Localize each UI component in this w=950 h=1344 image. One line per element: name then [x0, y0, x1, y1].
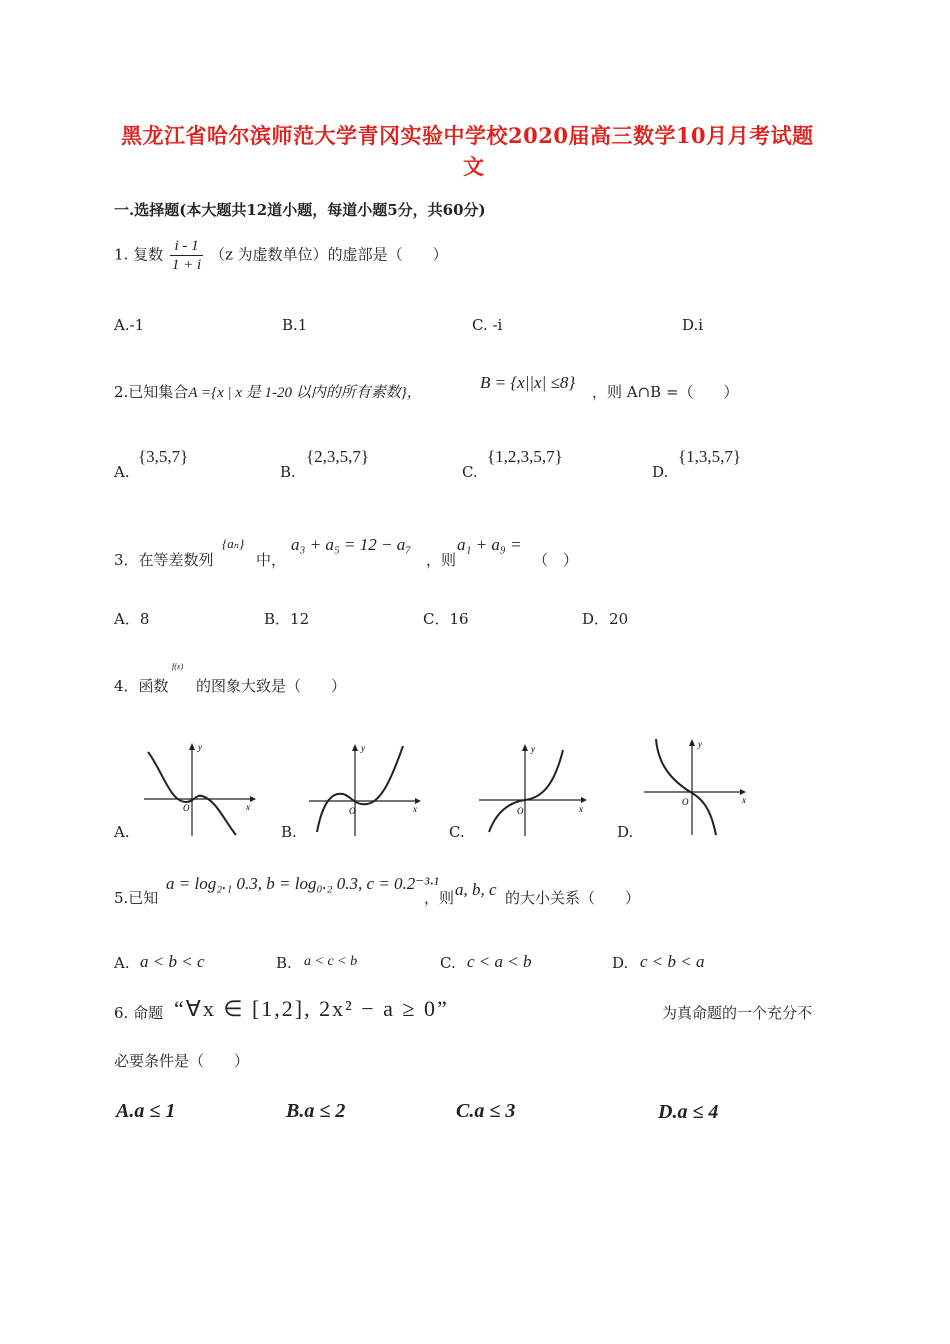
q4-function: f(x) [172, 662, 184, 671]
svg-text:O: O [183, 803, 190, 813]
q5-option-a: a < b < c [140, 952, 205, 971]
document-title: 黑龙江省哈尔滨师范大学青冈实验中学校2020届高三数学10月月考试题 [121, 123, 814, 148]
q2-option-a-set: {3,5,7} [138, 447, 189, 466]
q1-prefix: 1. 复数 [114, 245, 164, 264]
q5-expression: a = log₂.₁ 0.3, b = log₀.₂ 0.3, c = 0.2⁻³·¹ [166, 874, 439, 893]
question-2 [114, 381, 422, 402]
q4-suffix: 的图象大致是（ ） [196, 677, 347, 695]
svg-text:x: x [413, 804, 417, 814]
q1-numerator: i - 1 [170, 237, 203, 256]
q2-prefix: 2.已知集合 [114, 383, 189, 401]
q4-prefix: 4．函数 [114, 677, 169, 695]
q4-label-c: C. [449, 823, 465, 841]
q1-suffix: （z 为虚数单位）的虚部是（ ） [209, 245, 448, 264]
svg-text:y: y [531, 744, 535, 754]
svg-text:y: y [698, 739, 702, 749]
q1-denominator: 1 + i [171, 257, 202, 273]
q4-graph-b [305, 740, 425, 840]
question-1 [114, 237, 448, 274]
document-title-line2: 文 [463, 154, 485, 179]
q5-suffix: 的大小关系（ ） [505, 889, 641, 907]
q4-label-b: B. [281, 823, 297, 841]
q3-then: ，则 [426, 551, 457, 569]
q4-graph-c [475, 740, 595, 840]
q5-option-a-label: A. [114, 954, 130, 972]
q2-option-d-label: D. [652, 463, 669, 481]
svg-text:O: O [349, 806, 356, 816]
q3-option-a: A．8 [114, 610, 150, 628]
q3-option-d: D．20 [582, 610, 629, 628]
q1-option-c: C. -i [472, 316, 503, 334]
q1-option-a: A.-1 [114, 316, 145, 334]
q5-option-d-label: D. [612, 954, 629, 972]
q5-option-c: c < a < b [467, 952, 532, 971]
q5-option-d: c < b < a [640, 952, 705, 971]
svg-text:y: y [198, 742, 202, 752]
q3-sequence: {aₙ} [222, 536, 245, 551]
q2-set-a: A ={x | x 是 1-20 以内的所有素数}， [188, 385, 422, 401]
section-heading: 一.选择题(本大题共12道小题，每道小题5分，共60分) [114, 201, 486, 219]
q5-prefix: 5.已知 [114, 889, 159, 907]
q3-paren: （ ） [533, 551, 579, 569]
q2-suffix: ，则 A∩B =（ ） [592, 383, 739, 401]
q6-option-b: B.a ≤ 2 [286, 1100, 346, 1122]
q6-expression: “∀x ∈ [1,2], 2x² − a ≥ 0” [174, 996, 449, 1021]
svg-text:x: x [579, 804, 583, 814]
q2-option-c-set: {1,2,3,5,7} [487, 447, 563, 466]
svg-text:x: x [246, 802, 250, 812]
q5-option-b: a < c < b [304, 954, 358, 969]
q2-option-a-label: A. [114, 463, 130, 481]
q3-condition: a₃ + a₅ = 12 − a₇ [291, 535, 412, 554]
q2-set-b: B = {x||x| ≤8} [480, 373, 576, 392]
q5-then: ，则 [424, 889, 455, 907]
q4-graph-d [640, 735, 760, 840]
q2-option-c-label: C. [462, 463, 478, 481]
q4-label-a: A. [114, 823, 130, 841]
q3-mid: 中， [256, 551, 287, 569]
q1-option-d: D.i [682, 316, 704, 334]
svg-text:O: O [517, 806, 524, 816]
q4-graph-a [140, 740, 260, 840]
q2-option-b-set: {2,3,5,7} [306, 447, 370, 466]
q5-option-c-label: C. [440, 954, 456, 972]
q1-fraction [170, 237, 203, 274]
q2-option-d-set: {1,3,5,7} [678, 447, 742, 466]
q5-vars: a, b, c [455, 880, 497, 899]
q6-prefix: 6. 命题 [114, 1004, 164, 1022]
q3-option-c: C．16 [423, 610, 469, 628]
svg-text:x: x [742, 795, 746, 805]
q6-option-a: A.a ≤ 1 [116, 1100, 176, 1122]
q6-suffix: 为真命题的一个充分不 [662, 1004, 813, 1022]
q4-label-d: D. [617, 823, 634, 841]
q6-option-c: C.a ≤ 3 [456, 1100, 516, 1122]
q3-option-b: B．12 [264, 610, 310, 628]
svg-text:y: y [361, 743, 365, 753]
q2-option-b-label: B. [280, 463, 296, 481]
q3-ask: a₁ + a₉ = [457, 535, 522, 554]
svg-text:O: O [682, 797, 689, 807]
q1-option-b: B.1 [282, 316, 308, 334]
q6-option-d: D.a ≤ 4 [658, 1101, 719, 1123]
q3-prefix: 3．在等差数列 [114, 551, 214, 569]
q6-line2: 必要条件是（ ） [114, 1052, 250, 1070]
q5-option-b-label: B. [276, 954, 292, 972]
